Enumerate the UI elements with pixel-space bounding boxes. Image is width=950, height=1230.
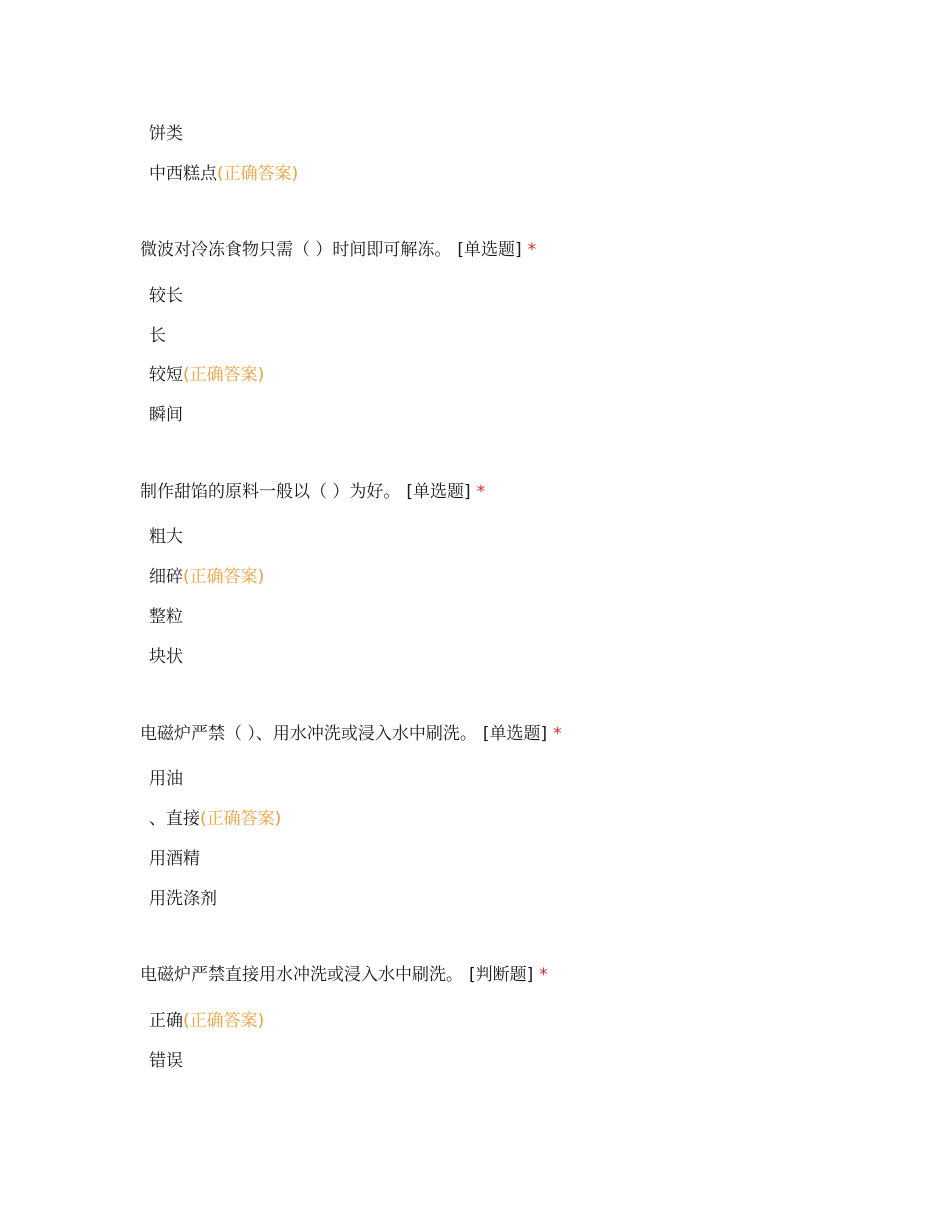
question-text: 电磁炉严禁（ ）、用水冲洗或浸入水中刷洗。: [140, 724, 477, 744]
question-text: 制作甜馅的原料一般以（ ）为好。: [140, 482, 401, 502]
option-label: 、直接: [149, 809, 200, 829]
option[interactable]: [149, 646, 183, 668]
option-label: 较短: [149, 365, 183, 385]
option[interactable]: [149, 848, 200, 870]
option-label: 饼类: [149, 124, 183, 144]
option-label: 块状: [149, 647, 183, 667]
question-title: [140, 239, 536, 261]
option-label: 用洗涤剂: [149, 889, 217, 909]
question-type: [判断题]: [469, 965, 534, 985]
option[interactable]: [149, 325, 166, 347]
option[interactable]: [149, 404, 183, 426]
option-label: 用油: [149, 769, 183, 789]
option[interactable]: [149, 285, 183, 307]
option-label: 中西糕点: [149, 164, 217, 184]
correct-answer-marker: (正确答案): [183, 1011, 265, 1031]
option[interactable]: [149, 1010, 264, 1032]
required-marker: *: [527, 240, 537, 260]
option-label: 长: [149, 326, 166, 346]
required-marker: *: [553, 724, 562, 744]
option[interactable]: [149, 888, 217, 910]
question-title: [140, 481, 485, 503]
option-label: 较长: [149, 286, 183, 306]
option-label: 用酒精: [149, 849, 200, 869]
option-label: 错误: [149, 1051, 183, 1071]
required-marker: *: [539, 965, 548, 985]
option-label: 粗大: [149, 527, 183, 547]
option-label: 正确: [149, 1011, 183, 1031]
option-label: 细碎: [149, 567, 183, 587]
correct-answer-marker: (正确答案): [217, 164, 299, 184]
option-label: 瞬间: [149, 405, 183, 425]
option[interactable]: [149, 566, 264, 588]
correct-answer-marker: (正确答案): [200, 809, 282, 829]
option[interactable]: [149, 808, 281, 830]
question-title: [140, 964, 548, 986]
question-type: [单选题]: [406, 482, 471, 502]
option[interactable]: [149, 768, 183, 790]
question-text: 微波对冷冻食物只需（ ）时间即可解冻。: [140, 240, 452, 260]
question-text: 电磁炉严禁直接用水冲洗或浸入水中刷洗。: [140, 965, 463, 985]
option[interactable]: [149, 606, 183, 628]
option[interactable]: [149, 526, 183, 548]
correct-answer-marker: (正确答案): [183, 365, 265, 385]
option[interactable]: [149, 364, 264, 386]
option[interactable]: [149, 163, 298, 185]
question-type: [单选题]: [482, 724, 548, 744]
option[interactable]: [149, 123, 183, 145]
required-marker: *: [476, 482, 486, 502]
question-title: [140, 723, 562, 745]
option-label: 整粒: [149, 607, 183, 627]
question-type: [单选题]: [457, 240, 522, 260]
correct-answer-marker: (正确答案): [183, 567, 265, 587]
option[interactable]: [149, 1050, 183, 1072]
